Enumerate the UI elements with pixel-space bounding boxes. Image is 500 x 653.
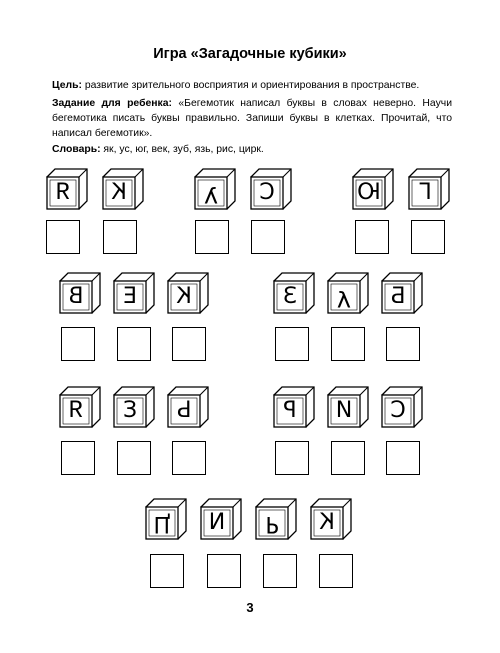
task-paragraph	[52, 96, 452, 141]
vocabulary-text: як, ус, юг, век, зуб, язь, рис, цирк.	[100, 144, 264, 155]
answer-cell[interactable]	[61, 327, 95, 361]
letter-cube	[325, 386, 369, 430]
answer-cell[interactable]	[103, 220, 137, 254]
answer-cell[interactable]	[275, 327, 309, 361]
answer-cell[interactable]	[331, 441, 365, 475]
cube-letter: Ю	[357, 180, 381, 205]
answer-cell[interactable]	[411, 220, 445, 254]
answer-cell[interactable]	[172, 441, 206, 475]
page-title: Игра «Загадочные кубики»	[153, 46, 347, 62]
answer-cell[interactable]	[117, 327, 151, 361]
letter-cube	[44, 168, 88, 212]
letter-cube	[379, 272, 423, 316]
answer-cell[interactable]	[251, 220, 285, 254]
answer-cell[interactable]	[263, 554, 297, 588]
letter-cube	[248, 168, 292, 212]
cube-letter: К	[111, 180, 127, 205]
letter-cube	[253, 498, 297, 542]
answer-cell[interactable]	[386, 441, 420, 475]
vocabulary-paragraph	[52, 142, 452, 157]
answer-cell[interactable]	[61, 441, 95, 475]
answer-cell[interactable]	[150, 554, 184, 588]
cube-letter: Я	[68, 398, 84, 423]
cube-letter: З	[122, 398, 138, 423]
cube-letter: С	[390, 398, 406, 423]
cube-letter: Ц	[153, 511, 171, 536]
goal-paragraph	[52, 78, 452, 93]
cube-letter: К	[176, 284, 192, 309]
letter-cube	[165, 386, 209, 430]
answer-cell[interactable]	[386, 327, 420, 361]
vocabulary-label: Словарь:	[52, 144, 101, 155]
letter-cube	[406, 168, 450, 212]
letter-cube	[350, 168, 394, 212]
letter-cube	[379, 386, 423, 430]
letter-cube	[325, 272, 369, 316]
cube-letter: Я	[55, 180, 71, 205]
page-number: 3	[246, 600, 254, 615]
letter-cube	[57, 386, 101, 430]
answer-cell[interactable]	[46, 220, 80, 254]
letter-cube	[271, 386, 315, 430]
letter-cube	[143, 498, 187, 542]
letter-cube	[271, 272, 315, 316]
letter-cube	[165, 272, 209, 316]
cube-letter: З	[282, 284, 298, 309]
cube-letter: С	[259, 180, 275, 205]
cube-letter: К	[319, 510, 335, 535]
cube-letter: Б	[390, 284, 406, 309]
letter-cube	[308, 498, 352, 542]
goal-text: развитие зрительного восприятия и ориентирования в пространстве.	[81, 80, 420, 91]
cube-letter: Г	[418, 180, 432, 205]
answer-cell[interactable]	[172, 327, 206, 361]
letter-cube	[100, 168, 144, 212]
cube-letter: У	[204, 181, 218, 206]
cube-letter: И	[335, 398, 353, 423]
cube-letter: Е	[123, 284, 137, 309]
answer-cell[interactable]	[275, 441, 309, 475]
answer-cell[interactable]	[207, 554, 241, 588]
cube-letter: Р	[265, 511, 279, 536]
answer-cell[interactable]	[319, 554, 353, 588]
answer-cell[interactable]	[331, 327, 365, 361]
cube-letter: У	[337, 285, 351, 310]
cube-letter: Ь	[176, 398, 192, 423]
goal-label: Цель:	[52, 80, 82, 91]
letter-cube	[198, 498, 242, 542]
answer-cell[interactable]	[117, 441, 151, 475]
letter-cube	[111, 272, 155, 316]
task-label: Задание для ребенка:	[52, 98, 172, 109]
letter-cube	[192, 168, 236, 212]
answer-cell[interactable]	[355, 220, 389, 254]
cube-letter: И	[208, 510, 226, 535]
answer-cell[interactable]	[195, 220, 229, 254]
letter-cube	[111, 386, 155, 430]
task-text: «Бегемотик написал буквы в словах неверно. Научи бегемотика писать буквы правильно. Запиши буквы в клетках. Прочитай, что написал бегемотик».	[52, 98, 452, 139]
letter-cube	[57, 272, 101, 316]
cube-letter: В	[68, 284, 84, 309]
cube-letter: Р	[283, 398, 297, 423]
